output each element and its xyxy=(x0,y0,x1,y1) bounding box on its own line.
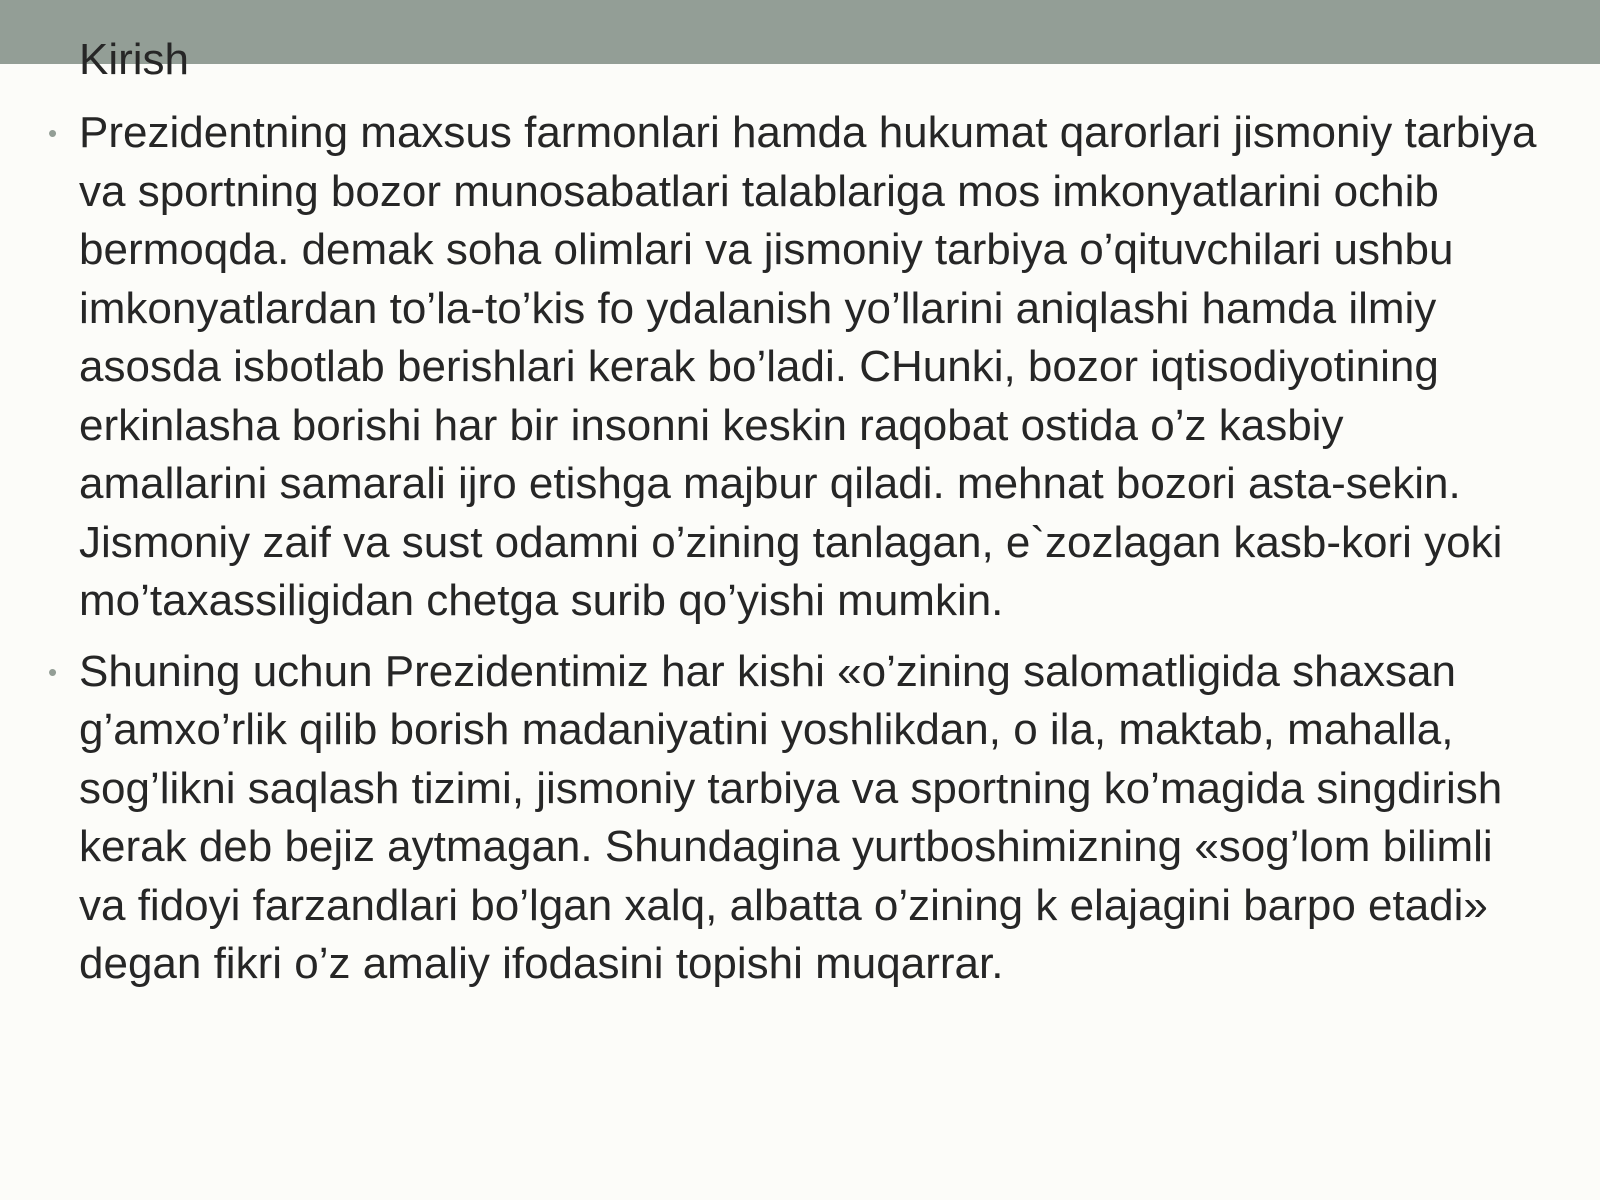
bullet-icon: • xyxy=(48,118,58,148)
bullet-icon: • xyxy=(48,656,58,687)
bullet-text-1: Prezidentning maxsus farmonlari hamda hukumat qarorlari jismoniy tarbiya va sportning bozor munosabatlari talablariga mos imkonyatlarini ochib bermoqda. demak soha olimlari va jismoniy tarbiya o’qituvchilari ushbu imkonyatlardan to’la-to’kis fo ydalanish yo’llarini aniqlashi hamda ilmiy asosda isbotlab berishlari kerak bo’ladi. CHunki, bozor iqtisodiyotining erkinlasha borishi har bir insonni keskin raqobat ostida o’z kasbiy amallarini samarali ijro etishga majbur qiladi. mehnat bozori asta-sekin. Jismoniy zaif va sust odamni o’zining tanlagan, e`zozlagan kasb-kori yoki mo’taxassiligidan chetga surib qo’yishi mumkin. xyxy=(79,108,1537,625)
bullet-item-1 xyxy=(0,104,1600,631)
bullet-text-2: Shuning uchun Prezidentimiz har kishi «o’zining salomatligida shaxsan g’amxo’rlik qilib borish madaniyatini yoshlikdan, o ila, maktab, mahalla, sog’likni saqlash tizimi, jismoniy tarbiya va sportning ko’magida singdirish kerak deb bejiz aytmagan. Shundagina yurtboshimizning «sog’lom bilimli va fidoyi farzandlari bo’lgan xalq, albatta o’zining k elajagini barpo etadi» degan fikri o’z amaliy ifodasini topishi muqarrar. xyxy=(79,646,1503,988)
top-accent-band xyxy=(0,0,1600,64)
bullet-item-2 xyxy=(0,643,1600,994)
bullet-list xyxy=(0,104,1600,994)
slide-title: Kirish xyxy=(79,35,190,84)
